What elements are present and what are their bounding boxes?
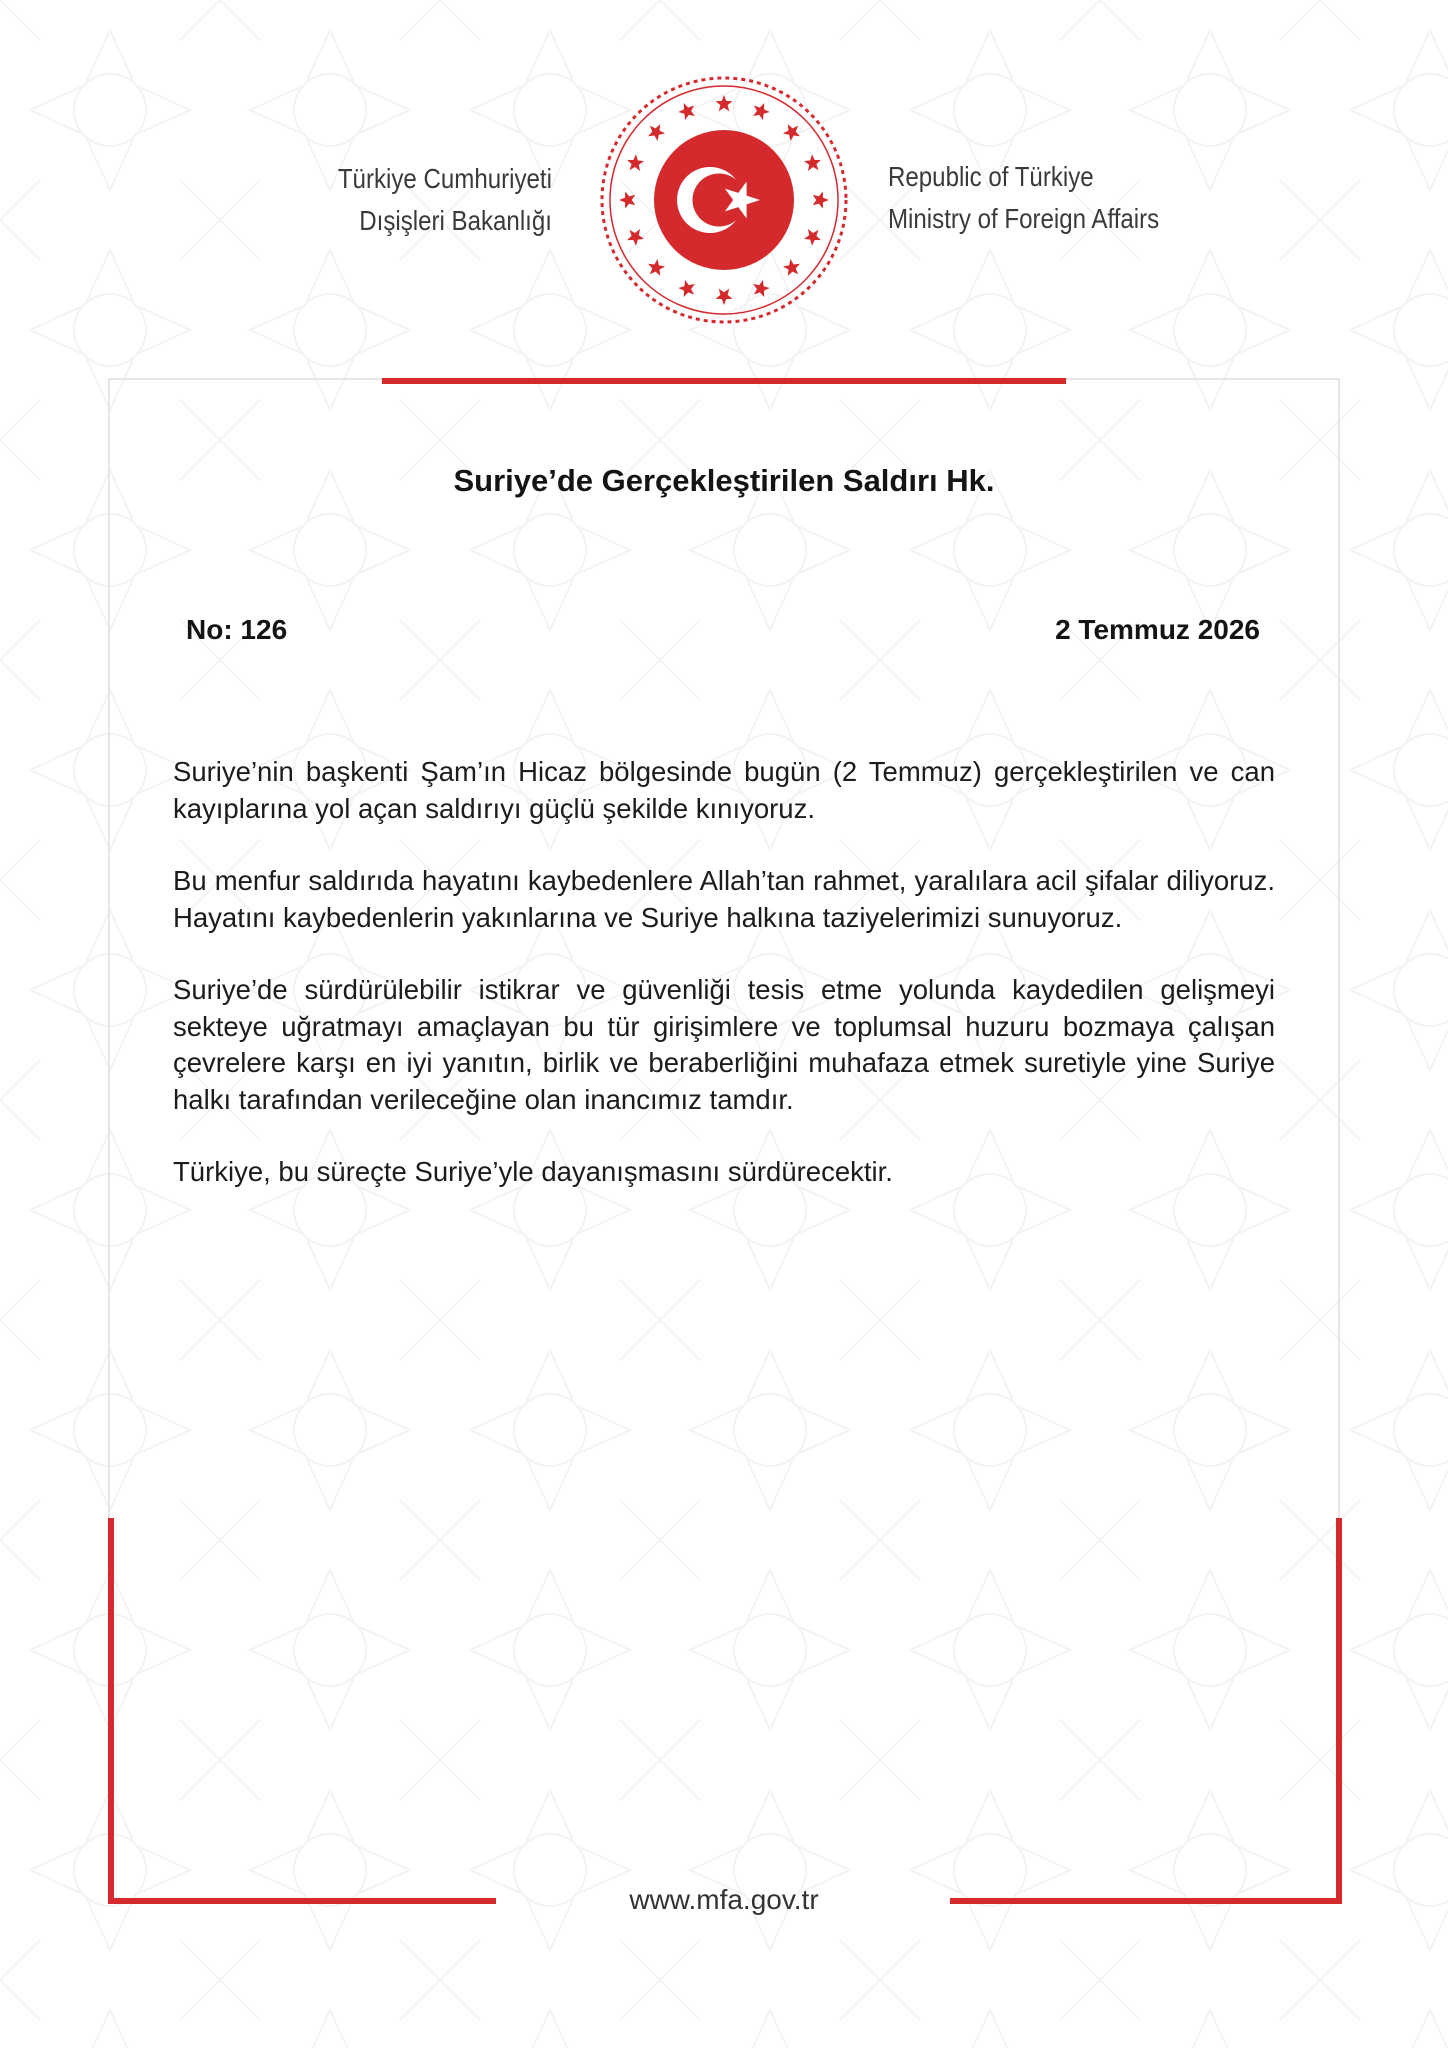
body-paragraph: Suriye’nin başkenti Şam’ın Hicaz bölgesinde bugün (2 Temmuz) gerçekleştirilen ve can kayıplarına yol açan saldırıyı güçlü şekilde kınıyoruz. xyxy=(173,756,1275,824)
ministry-name-tr xyxy=(303,158,552,242)
frame-bottom-right-accent xyxy=(950,1898,1342,1904)
seal-star-icon xyxy=(648,259,665,276)
frame-top-accent xyxy=(382,378,1066,384)
frame-bottom-left-accent xyxy=(108,1898,496,1904)
seal-star-icon xyxy=(619,191,635,208)
document-body xyxy=(173,754,1275,1227)
seal-star-icon xyxy=(678,280,695,297)
frame-left-accent xyxy=(108,1518,114,1904)
document-date: 2 Temmuz 2026 xyxy=(1055,614,1260,645)
ministry-name-en-line1: Republic of Türkiye xyxy=(888,161,1094,192)
document-number: No: 126 xyxy=(186,614,288,645)
ministry-name-tr-line2: Dışişleri Bakanlığı xyxy=(359,205,552,236)
body-paragraph: Türkiye, bu süreçte Suriye’yle dayanışmasını sürdürecektir. xyxy=(173,1156,893,1187)
seal-star-icon xyxy=(678,103,695,120)
ministry-name-en-line2: Ministry of Foreign Affairs xyxy=(888,203,1160,234)
seal-star-icon xyxy=(804,229,821,246)
page-title: Suriye’de Gerçekleştirilen Saldırı Hk. xyxy=(453,463,995,498)
frame-left-border xyxy=(108,380,110,1520)
ministry-name-tr-line1: Türkiye Cumhuriyeti xyxy=(337,163,552,194)
body-paragraph: Bu menfur saldırıda hayatını kaybedenlere Allah’tan rahmet, yaralılara acil şifalar diliyoruz. Hayatını kaybedenlerin yakınlarına ve Suriye halkına taziyelerimizi sunuyoruz. xyxy=(173,865,1275,933)
seal-star-icon xyxy=(813,191,829,208)
frame-right-accent xyxy=(1336,1518,1342,1904)
seal-star-icon xyxy=(753,280,770,297)
seal-star-icon xyxy=(715,95,732,111)
seal-star-icon xyxy=(627,154,644,171)
seal-star-icon xyxy=(627,229,644,246)
seal-star-icon xyxy=(804,154,821,171)
ministry-name-en xyxy=(888,156,1203,240)
footer-url[interactable]: www.mfa.gov.tr xyxy=(629,1884,819,1915)
crescent-star-seal-icon xyxy=(598,74,850,326)
seal-star-icon xyxy=(715,289,732,305)
seal-star-icon xyxy=(753,103,770,120)
frame-right-border xyxy=(1338,380,1340,1520)
seal-star-icon xyxy=(783,259,800,276)
body-paragraph: Suriye’de sürdürülebilir istikrar ve güvenliği tesis etme yolunda kaydedilen gelişmeyi sekteye uğratmayı amaçlayan bu tür girişimlere ve toplumsal huzuru bozmaya çalışan çevrelere karşı en iyi yanıtın, birlik ve beraberliğini muhafaza etmek suretiyle yine Suriye halkı tarafından verileceğine olan inancımız tamdır. xyxy=(173,974,1275,1115)
seal-star-icon xyxy=(648,124,665,141)
seal-star-icon xyxy=(783,124,800,141)
